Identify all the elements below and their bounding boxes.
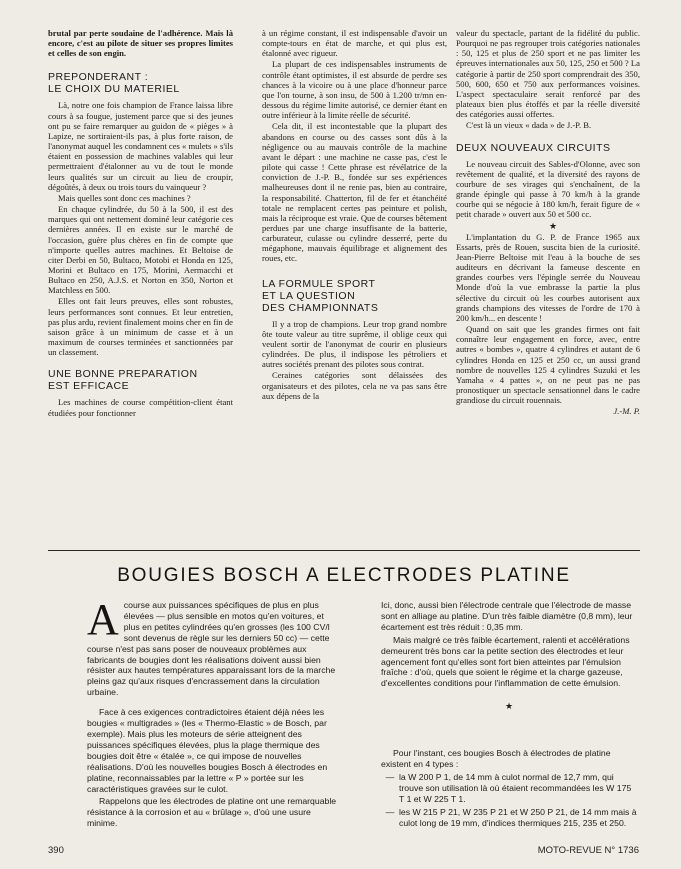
paragraph: Mais malgré ce très faible écartement, ralenti et accélérations demeurent très bons car la petite section des électrodes et leur agencement font qu'elles sont fort bien atteintes par l'émulsion fraîche : d'où, quels que soient le régime et la charge gazeuse, d'excellentes conditions pour l'inflammation de cette émulsion. — [381, 634, 630, 689]
paragraph: Mais quelles sont donc ces machines ? — [58, 192, 191, 203]
subheading-line: UNE BONNE PREPARATION — [48, 368, 198, 381]
subheading-line: LA FORMULE SPORT — [262, 277, 376, 290]
subheading-line: DES CHAMPIONNATS — [262, 301, 379, 314]
paragraph: C'est là un vieux « dada » de J.-P. B. — [466, 120, 592, 131]
article-column-3 — [456, 28, 640, 417]
paragraph: Ici, donc, aussi bien l'électrode centrale que l'électrode de masse sont en alliage au platine. D'un très faible diamètre (0,8 mm), leur écartement est très réduit : 0,35 mm. — [381, 600, 633, 632]
article-column-2 — [262, 28, 447, 402]
paragraph: Cela dit, il est incontestable que la plupart des abandons en course ou des casses sont dûs à la négligence ou au mauvais contrôle de la machine avant le départ : une machine ne casse pas, c'est le pilote qui casse ! Cette phrase est révélatrice de la conviction de J.-P. B., fondée sur ses expériences malheureuses dont il ne renie pas, bien au contraire, la responsabilité. Chatterton, fil de fer et étanchéité totale ne remplacent certes pas peinture et polish, mais la réciproque est vraie. Que de courses bêtement perdues par une charge insuffisante de la batterie, carburateur, culasse ou cylindre desserré, perte du mégaphone, mauvais équilibrage et alignement des roues, etc. — [262, 121, 447, 264]
paragraph: Là, notre one fois champion de France laissa libre cours à sa fougue, justement parce que si des jeunes ont pu se faire remarquer au guidon de « pièges » à Lapize, ne sortiraient-ils pas, à plus forte raison, de l'anonymat auquel les condamnent ces « mulets » s'ils étaient en possession de machines valables qui leur permettraient d'étalonner au vu de tout le monde leurs qualités sur un circuit au lieu de croupir, dégoûtés, à deux ou trois tours du vainqueur ? — [48, 100, 233, 192]
star-separator: ★ — [504, 701, 514, 712]
paragraph: à un régime constant, il est indispensable d'avoir un compte-tours en état de marche, et qui plus est, étalonné avec rigueur. — [262, 28, 447, 59]
list-dash: — — [385, 806, 395, 817]
paragraph: La plupart de ces indispensables instruments de contrôle étant optimistes, il est absurde de perdre ses chances à la vicoire ou à une place d'honneur parce que l'on tourne, à son insu, de 500 à 1.200 tr/mn en-dessous du régime limite autorisé, ce dernier étant en outre inférieur à la limite réelle de sécurité. — [262, 59, 447, 121]
subheading-line: EST EFFICACE — [48, 380, 130, 393]
subheading-line: ET LA QUESTION — [262, 289, 356, 302]
magazine-issue: MOTO-REVUE N° 1736 — [537, 845, 639, 856]
list-item-text: la W 200 P 1, de 14 mm à culot normal de 12,7 mm, qui trouve son utilisation là où étaient recommandées les W 175 T 1 et W 225 T 1. — [399, 771, 632, 804]
page-number: 390 — [48, 845, 64, 856]
bosch-intro-paragraph — [87, 595, 341, 698]
subheading-formule-sport — [262, 278, 447, 314]
bosch-column-right — [381, 600, 637, 829]
subheading-preparation — [48, 368, 233, 392]
paragraph: Rappelons que les électrodes de platine ont une remarquable résistance à la corrosion et au « brûlage », d'où une usure minime. — [87, 796, 337, 829]
paragraph: Le nouveau circuit des Sables-d'Olonne, avec son revêtement de qualité, et la diversité des rayons de courbure de ses virages qui s'enchaînent, de la grande épingle qui passe à 70 km/h à la grande courbe qui se négocie à 180 km/h, ferait figure de « petit charade » ouvert aux 50 et 500 cc. — [456, 158, 640, 220]
subheading-preponderant — [48, 71, 233, 95]
list-item-text: les W 215 P 21, W 235 P 21 et W 250 P 21, de 14 mm mais à culot long de 19 mm, d'indices thermiques 215, 235 et 250. — [399, 806, 637, 828]
list-dash: — — [385, 771, 395, 782]
paragraph: valeur du spectacle, partant de la fidélité du public. Pourquoi ne pas regrouper trois catégories nationales : 50, 125 et plus de 250 sport et ne pas limiter les épreuves internationales aux 50, 125, 250 et 500 ? La catégorie à partir de 250 sport comprendrait des 350, 500, 600, 650 et 750 aux performances voisines. L'aspect spectaculaire serait renforcé par des plateaux bien plus étoffés et par la réelle diversité des catégories aussi offertes. — [456, 28, 640, 120]
subheading-line: LE CHOIX DU MATERIEL — [48, 83, 180, 96]
bosch-column-left — [87, 595, 341, 831]
paragraph: Ceraines catégories sont délaissées des organisateurs et des pilotes, cela ne va pas sans être aux dépens de la — [262, 370, 447, 401]
paragraph: Pour l'instant, ces bougies Bosch à électrodes de platine existent en 4 types : — [381, 748, 611, 770]
paragraph: Les machines de course compétition-client étant étudiées pour fonctionner — [48, 397, 233, 418]
subheading-line: PREPONDERANT : — [48, 71, 149, 84]
paragraph-text: course aux puissances spécifiques de plus en plus élevées — plus sensible en motos qu'en voitures, et plus en petites cylindrées qu'en grosses (les 100 CV/l sont devenus de règle sur les derniers 50 cc) — cette course n'est pas sans poser de nouveaux problèmes aux fabricants de bougies dont les réalisations doivent aussi bien résister aux hautes températures apparaissant lors de la marche pleins gaz qu'aux risques d'encrassement dans la circulation urbaine. — [87, 600, 336, 698]
paragraph: Face à ces exigences contradictoires étaient déjà nées les bougies « multigrades » (les « Thermo-Elastic » de Bosch, par exemple). Mais plus les moteurs de série atteignent des puissances spécifiques élevées, plus la plage thermique des bougies doit être « étalée », ce qui impose de nouvelles réalisations. D'où les nouvelles bougies Bosch à électrodes en platine, reconnaissables par la lettre « P » portée sur les caractéristiques gravées sur le culot. — [87, 707, 328, 794]
list-item — [381, 807, 637, 829]
list-item — [381, 772, 637, 805]
subheading-circuits: DEUX NOUVEAUX CIRCUITS — [456, 141, 611, 154]
paragraph: Il y a trop de champions. Leur trop grand nombre ôte toute valeur au titre suprême, il oblige ceux qui veulent sortir de l'anonymat de courir en plusieurs cylindrées. De plus, il indispose les pétroliers et autres sociétés prenant des pilotes sous contrat. — [262, 318, 447, 370]
paragraph: Elles ont fait leurs preuves, elles sont robustes, leurs performances sont connues. Et leur entretien, pas plus ardu, revient finalement moins cher en fin de saison grâce à un minimum de casse et à un maximum de courses terminées et sanctionnées par un classement. — [48, 296, 233, 358]
star-separator: ★ — [548, 220, 558, 231]
section-divider — [48, 550, 640, 551]
paragraph: L'implantation du G. P. de France 1965 aux Essarts, près de Rouen, suscita bien de la curiosité. Jean-Pierre Beltoise mit l'eau à la bouche de ses auditeurs en décrivant la fameuse descente en grandes courbes vers l'épingle serrée du Nouveau Monde d'où la vue embrasse la partie la plus sélective du circuit où les courbes autorisent aux grands champions des vitesses de l'ordre de 170 à 200 km/h... en descente ! — [456, 231, 640, 323]
drop-cap: A — [87, 595, 119, 644]
column-lead-paragraph: brutal par perte soudaine de l'adhérence. Mais là encore, c'est au pilote de situer ses propres limites et celles de son engin. — [48, 28, 233, 59]
author-signature: J.-M. P. — [613, 406, 640, 417]
paragraph: En chaque cylindrée, du 50 à la 500, il est des marques qui ont nettement dominé leur catégorie ces dernières années. Il en existe sur le marché de l'occasion, guère plus chères en fin de compte que n'importe quelles autres machines. Et Beltoise de citer Derbi en 50, Bultaco, Motobi et Honda en 125, Morini et Bultaco en 175, Morini, Aermacchi et Bultaco en 250, A.J.S. et Norton en 350, Norton et Matchless en 500. — [48, 204, 233, 296]
bosch-headline: BOUGIES BOSCH A ELECTRODES PLATINE — [117, 565, 571, 586]
article-column-1 — [48, 28, 233, 419]
paragraph: Quand on sait que les grandes firmes ont fait connaître leur engagement en force, avec, entre autres « bombes », quatre 4 cylindres et autant de 6 cylindres Honda en 125 et 250 cc, un aussi grand nombre de nouvelles 125 4 cylindres Suzuki et les Yamaha « 4 pattes », on ne peut pas ne pas pronostiquer un spectacle sensationnel dans le cadre grandiose du circuit rouennais. — [456, 324, 640, 406]
